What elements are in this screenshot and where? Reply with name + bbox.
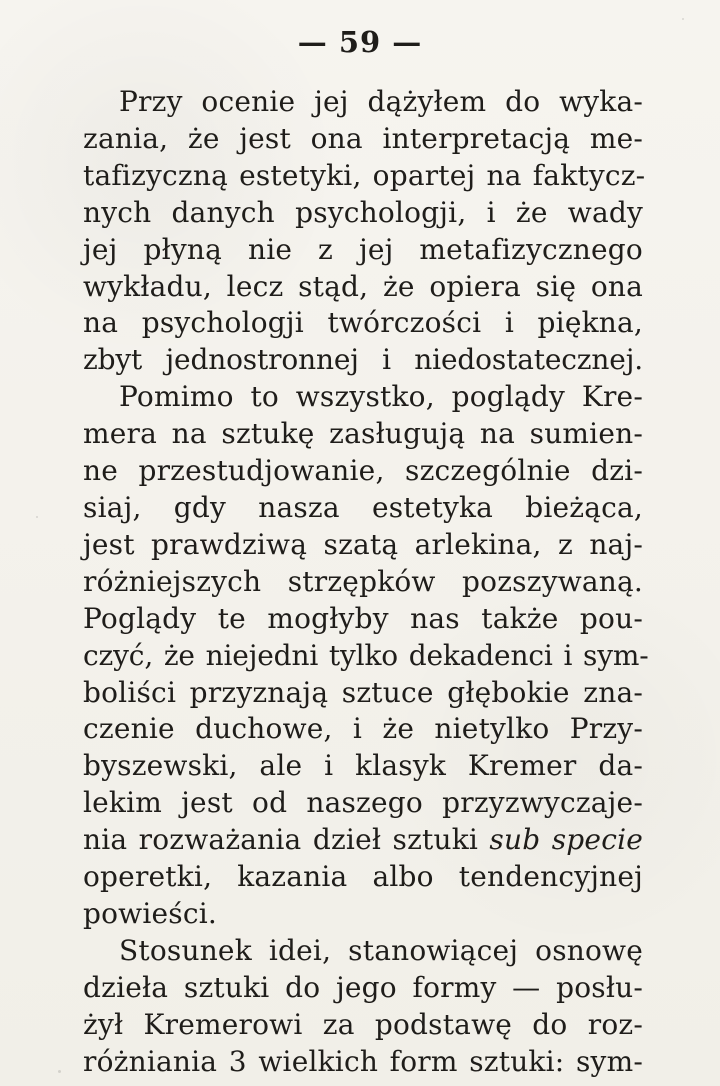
text-line: Stosunek idei, stanowiącej osnowę: [119, 933, 643, 967]
text-line: różniejszych strzępków pozszywaną.: [83, 564, 643, 598]
text-line: siaj, gdy nasza estetyka bieżąca,: [83, 490, 643, 524]
text-line: ne przestudjowanie, szczególnie dzi-: [83, 454, 643, 488]
text-line: operetki, kazania albo tendencyjnej: [83, 860, 643, 894]
paper-speck: [36, 516, 38, 518]
text-line: dzieła sztuki do jego formy — posłu-: [83, 970, 643, 1004]
text-line: mera na sztukę zasługują na sumien-: [83, 417, 643, 451]
text-line: jest prawdziwą szatą arlekina, z naj-: [83, 527, 643, 561]
text-line: boliści przyznają sztuce głębokie zna-: [83, 675, 643, 709]
paper-speck: [58, 1070, 61, 1073]
text-line: tafizyczną estetyki, opartej na faktycz-: [83, 158, 646, 192]
text-line: lekim jest od naszego przyzwyczaje-: [83, 786, 643, 820]
text-line: wykładu, lecz stąd, że opiera się ona: [83, 269, 643, 303]
text-line: nych danych psychologji, i że wady: [83, 195, 643, 229]
text-line: Przy ocenie jej dążyłem do wyka-: [119, 85, 643, 118]
text-line: zania, że jest ona interpretacją me-: [83, 121, 643, 155]
text-line: żył Kremerowi za podstawę do roz-: [83, 1007, 643, 1041]
text-line: byszewski, ale i klasyk Kremer da-: [83, 749, 643, 783]
text-line: zbyt jednostronnej i niedostatecznej.: [83, 343, 643, 377]
text-line: na psychologji twórczości i piękna,: [83, 306, 643, 340]
page-number: — 59 —: [297, 25, 423, 59]
text-line: Pomimo to wszystko, poglądy Kre-: [119, 380, 643, 414]
text-line: jej płyną nie z jej metafizycznego: [83, 232, 643, 266]
text-line: Poglądy te mogłyby nas także pou-: [83, 601, 643, 635]
latin-phrase: sub specie: [489, 823, 644, 857]
text-line: nia rozważania dzieł sztuki sub specie: [83, 823, 644, 857]
text-line: czenie duchowe, i że nietylko Przy-: [83, 712, 643, 746]
text-line: czyć, że niejedni tylko dekadenci i sym-: [83, 638, 649, 672]
text-line: powieści.: [83, 896, 217, 930]
body-text: [83, 84, 649, 1080]
text-line: różniania 3 wielkich form sztuki: sym-: [83, 1044, 643, 1078]
paper-speck: [682, 18, 684, 20]
